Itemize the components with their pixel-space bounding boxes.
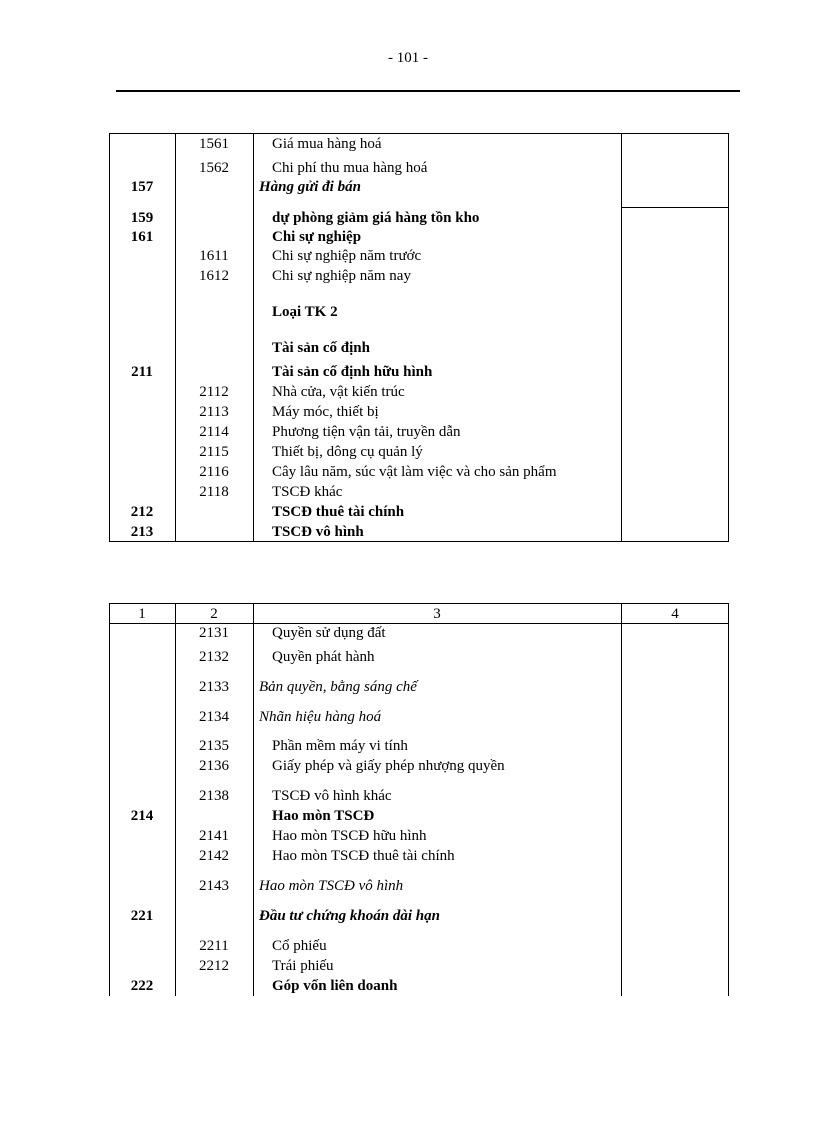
account-name: Nhãn hiệu hàng hoá: [259, 709, 382, 725]
account-name: Phương tiện vận tải, truyền dẫn: [272, 424, 461, 440]
account-name: Đầu tư chứng khoán dài hạn: [259, 908, 440, 924]
account-name: TSCĐ khác: [272, 484, 343, 500]
account-name: Chi sự nghiệp năm nay: [272, 268, 411, 284]
account-name: Giá mua hàng hoá: [272, 136, 382, 152]
account-name: Máy móc, thiết bị: [272, 404, 379, 420]
account-code: 212: [130, 504, 154, 520]
account-table-1: [109, 133, 729, 542]
account-name: dự phòng giảm giá hàng tồn kho: [272, 210, 480, 226]
subaccount-code: 2112: [199, 384, 229, 400]
account-name: TSCĐ vô hình khác: [272, 788, 392, 804]
account-name: Chi phí thu mua hàng hoá: [272, 160, 428, 176]
account-name: Thiết bị, dông cụ quản lý: [272, 444, 423, 460]
account-code: 222: [130, 978, 154, 994]
subaccount-code: 1561: [199, 136, 229, 152]
account-name: Hao mòn TSCĐ: [272, 808, 375, 824]
header-col-2: 2: [210, 606, 218, 622]
header-col-3: 3: [433, 606, 441, 622]
col4-divider: [621, 207, 729, 208]
account-name: Hàng gửi đi bán: [259, 179, 361, 195]
account-name: Tài sản cố định hữu hình: [272, 364, 433, 380]
subaccount-code: 1562: [199, 160, 229, 176]
account-name: Tài sản cố định: [272, 340, 370, 356]
col-border-2: [253, 133, 254, 542]
subaccount-code: 2118: [199, 484, 229, 500]
account-name: Trái phiếu: [272, 958, 334, 974]
account-name: Loại TK 2: [272, 304, 338, 320]
subaccount-code: 2132: [199, 649, 229, 665]
subaccount-code: 2116: [199, 464, 229, 480]
account-code: 211: [131, 364, 153, 380]
account-name: Giấy phép và giấy phép nhượng quyền: [272, 758, 505, 774]
subaccount-code: 2136: [199, 758, 229, 774]
account-table-2: [109, 603, 729, 996]
col-border-left: [109, 603, 110, 996]
header-col-4: 4: [671, 606, 679, 622]
account-name: Nhà cửa, vật kiến trúc: [272, 384, 405, 400]
subaccount-code: 2212: [199, 958, 229, 974]
account-name: Quyền phát hành: [272, 649, 375, 665]
header-col-1: 1: [138, 606, 146, 622]
page-number: - 101 -: [388, 50, 428, 66]
account-name: Chi sự nghiệp năm trước: [272, 248, 422, 264]
account-name: Hao mòn TSCĐ hữu hình: [272, 828, 427, 844]
subaccount-code: 2113: [199, 404, 229, 420]
col-border-3: [621, 603, 622, 996]
subaccount-code: 1612: [199, 268, 229, 284]
account-code: 159: [130, 210, 154, 226]
subaccount-code: 2114: [199, 424, 229, 440]
account-code: 213: [130, 524, 154, 540]
subaccount-code: 2134: [199, 709, 229, 725]
col-border-3: [621, 133, 622, 542]
col-border-right: [728, 133, 729, 542]
subaccount-code: 2115: [199, 444, 229, 460]
col-border-2: [253, 603, 254, 996]
account-name: Hao mòn TSCĐ thuê tài chính: [272, 848, 455, 864]
subaccount-code: 1611: [199, 248, 229, 264]
account-name: Bản quyền, bằng sáng chế: [259, 679, 417, 695]
account-name: Phần mềm máy vi tính: [272, 738, 408, 754]
account-code: 157: [130, 179, 154, 195]
subaccount-code: 2138: [199, 788, 229, 804]
account-name: Cây lâu năm, súc vật làm việc và cho sản phẩm: [272, 464, 557, 480]
table-bottom-border: [109, 541, 729, 542]
subaccount-code: 2143: [199, 878, 229, 894]
subaccount-code: 2211: [199, 938, 229, 954]
subaccount-code: 2141: [199, 828, 229, 844]
account-name: Chi sự nghiệp: [272, 229, 362, 245]
account-code: 214: [130, 808, 154, 824]
header-rule: [116, 90, 740, 92]
account-name: Góp vốn liên doanh: [272, 978, 398, 994]
account-name: Hao mòn TSCĐ vô hình: [259, 878, 404, 894]
account-code: 221: [130, 908, 154, 924]
account-code: 161: [130, 229, 154, 245]
account-name: TSCĐ vô hình: [272, 524, 364, 540]
subaccount-code: 2131: [199, 625, 229, 641]
table-top-border: [109, 133, 729, 134]
subaccount-code: 2133: [199, 679, 229, 695]
account-name: Cổ phiếu: [272, 938, 327, 954]
subaccount-code: 2142: [199, 848, 229, 864]
col-border-right: [728, 603, 729, 996]
account-name: TSCĐ thuê tài chính: [272, 504, 405, 520]
subaccount-code: 2135: [199, 738, 229, 754]
account-name: Quyền sử dụng đất: [272, 625, 386, 641]
table-top-border: [109, 603, 729, 604]
